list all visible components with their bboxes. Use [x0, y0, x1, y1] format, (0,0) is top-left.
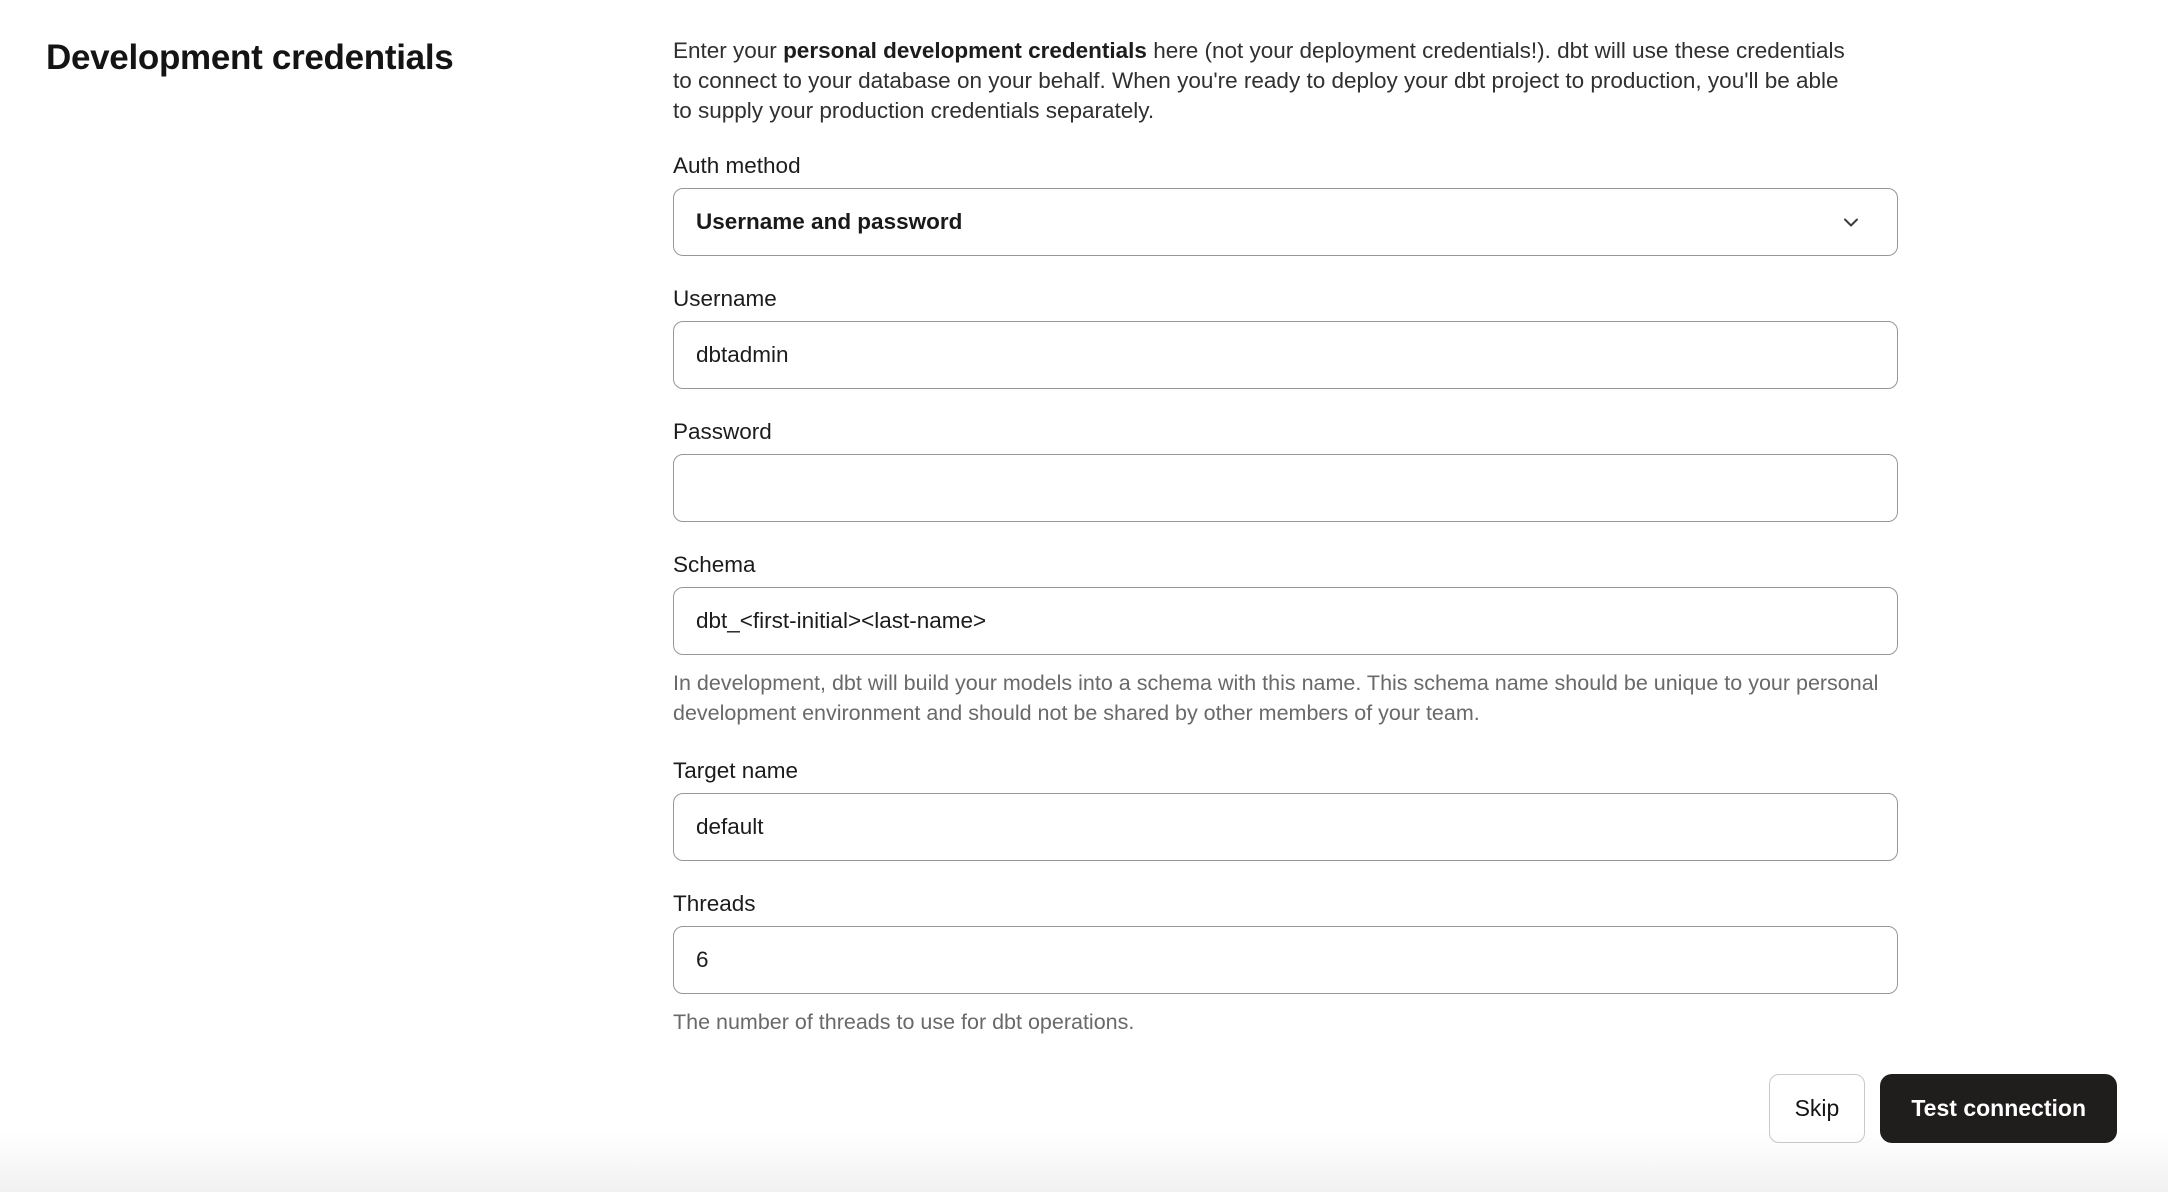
- target-name-label: Target name: [673, 758, 799, 783]
- skip-button[interactable]: Skip: [1769, 1074, 1866, 1143]
- password-input[interactable]: [673, 454, 1898, 522]
- chevron-down-icon: [1839, 210, 1863, 234]
- schema-label: Schema: [673, 552, 756, 577]
- threads-input[interactable]: [673, 926, 1898, 994]
- target-name-group: [673, 758, 1898, 861]
- page-title: Development credentials: [46, 38, 454, 77]
- title-column: [46, 38, 673, 1037]
- auth-method-label: Auth method: [673, 153, 801, 178]
- credentials-form: [673, 38, 1898, 1037]
- threads-help-text: The number of threads to use for dbt operations.: [673, 1010, 1135, 1034]
- footer-actions: [1769, 1074, 2117, 1143]
- password-label: Password: [673, 419, 772, 444]
- schema-input[interactable]: [673, 587, 1898, 655]
- description-post: here (not your deployment credentials!). dbt will use these credentials to connect to your database on your behalf. When you're ready to deploy your dbt project to production, you'll be able to supply your production credentials separately.: [673, 38, 1845, 123]
- username-input[interactable]: [673, 321, 1898, 389]
- password-group: [673, 419, 1898, 522]
- schema-group: [673, 552, 1898, 728]
- schema-help-text: In development, dbt will build your models into a schema with this name. This schema name should be unique to your personal development environment and should not be shared by other members of your team.: [673, 671, 1879, 725]
- username-label: Username: [673, 286, 777, 311]
- page-description: [673, 36, 1858, 126]
- threads-group: [673, 891, 1898, 1037]
- username-group: [673, 286, 1898, 389]
- auth-method-selected-value: Username and password: [696, 209, 963, 234]
- auth-method-group: [673, 153, 1898, 256]
- auth-method-select[interactable]: [673, 188, 1898, 256]
- description-pre: Enter your: [673, 38, 784, 63]
- target-name-input[interactable]: [673, 793, 1898, 861]
- threads-label: Threads: [673, 891, 756, 916]
- description-bold: personal development credentials: [783, 38, 1147, 63]
- test-connection-button[interactable]: Test connection: [1880, 1074, 2117, 1143]
